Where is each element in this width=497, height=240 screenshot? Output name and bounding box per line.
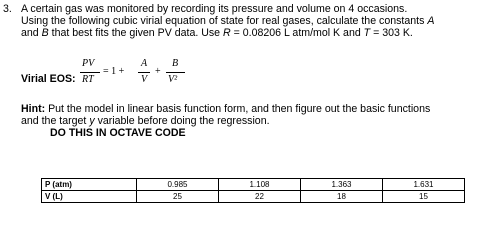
term2-numerator: B [172,58,179,69]
term1-denominator: V [141,74,148,85]
table-cell: 0.985 [137,179,219,191]
equation-label: Virial EOS: [21,73,76,85]
problem-line-3: and B that best fits the given PV data. Use R = 0.08206 L atm/mol K and T = 303 K. [21,27,413,39]
lhs-denominator: RT [82,74,94,85]
plus-sign: + [155,66,161,77]
table-cell: 18 [301,191,383,203]
problem-line-2: Using the following cubic virial equation of state for real gases, calculate the constants A [21,15,435,27]
row-header: V (L) [42,191,137,203]
term1-fraction-bar [138,72,150,73]
term2-denominator: V² [168,74,178,85]
problem-number: 3. [3,3,12,15]
hint-line-1: Hint: Put the model in linear basis function form, and then figure out the basic functions [21,103,431,115]
table-row [42,179,465,191]
lhs-fraction-bar [80,72,100,73]
table-cell: 1.631 [383,179,465,191]
table-cell: 1.108 [219,179,301,191]
table-cell: 25 [137,191,219,203]
table-row [42,191,465,203]
term1-numerator: A [141,58,148,69]
equals-one-plus: = 1 + [103,66,125,77]
hint-line-2: and the target y variable before doing the regression. [21,115,270,127]
lhs-numerator: PV [82,58,95,69]
row-header: P (atm) [42,179,137,191]
table-cell: 1.363 [301,179,383,191]
octave-instruction: DO THIS IN OCTAVE CODE [50,127,186,139]
term2-fraction-bar [166,72,185,73]
table-cell: 15 [383,191,465,203]
problem-line-1: A certain gas was monitored by recording its pressure and volume on 4 occasions. [21,3,408,15]
pv-data-table [41,178,465,203]
table-cell: 22 [219,191,301,203]
